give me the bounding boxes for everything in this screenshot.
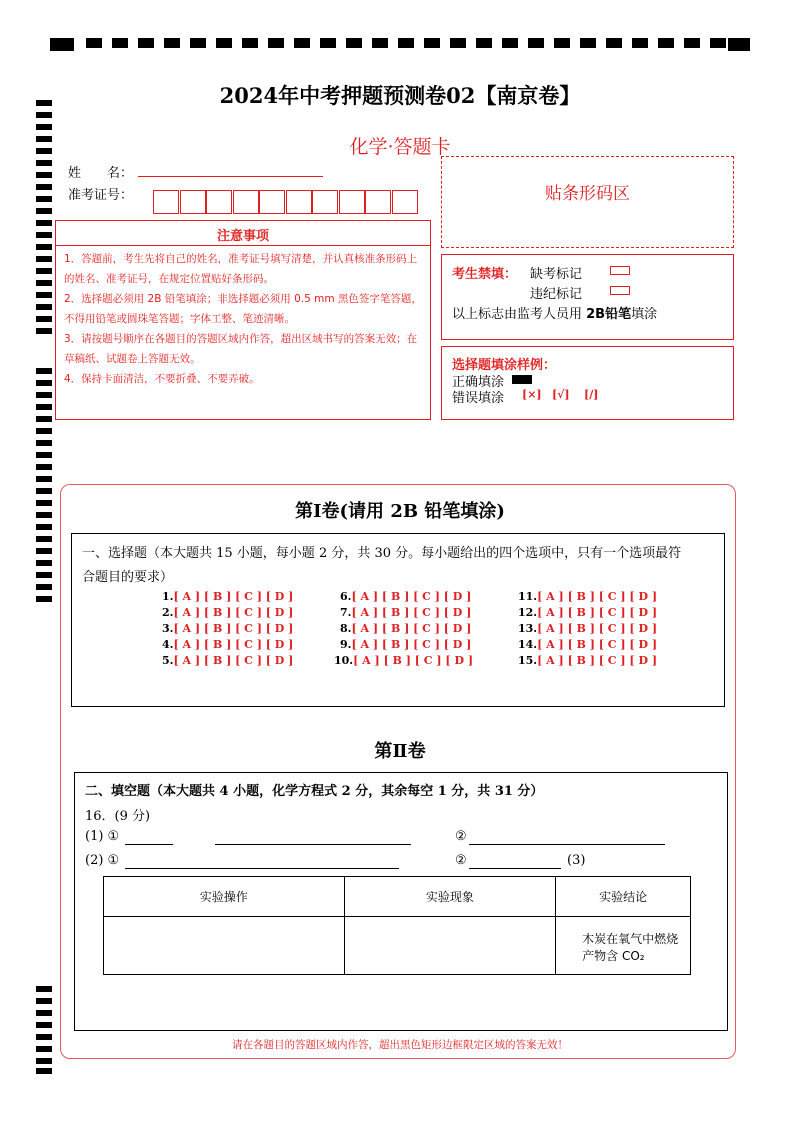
page-subtitle: 化学·答题卡 <box>349 136 451 158</box>
question-13[interactable]: 13.[ A ] [ B ] [ C ] [ D ] <box>518 622 658 635</box>
question-10[interactable]: 10.[ A ] [ B ] [ C ] [ D ] <box>334 654 474 667</box>
q16-part3-label: (3) <box>567 853 586 868</box>
part2-heading: 二、填空题（本大题共 4 小题，化学方程式 2 分，其余每空 1 分，共 31 分） <box>85 784 544 799</box>
question-15[interactable]: 15.[ A ] [ B ] [ C ] [ D ] <box>518 654 658 667</box>
id-label: 准考证号： <box>68 188 134 203</box>
name-field[interactable] <box>138 176 323 177</box>
question-9[interactable]: 9.[ A ] [ B ] [ C ] [ D ] <box>340 638 472 651</box>
part1-instructions-2: 合题目的要求） <box>82 570 174 585</box>
table-cell-operation[interactable] <box>104 917 345 975</box>
question-7[interactable]: 7.[ A ] [ B ] [ C ] [ D ] <box>340 606 472 619</box>
barcode-area <box>441 156 734 248</box>
question-6[interactable]: 6.[ A ] [ B ] [ C ] [ D ] <box>340 590 472 603</box>
q16-1-b-label: ② <box>455 829 467 844</box>
correct-label: 正确填涂 <box>452 375 505 390</box>
question-16-label: 16．(9 分) <box>85 809 151 824</box>
notice-item: 4．保持卡面清洁，不要折叠、不要弄破。 <box>64 373 260 385</box>
correct-fill-sample <box>512 375 532 384</box>
question-12[interactable]: 12.[ A ] [ B ] [ C ] [ D ] <box>518 606 658 619</box>
q16-1-blank-a[interactable] <box>125 844 173 845</box>
footer-warning: 请在各题目的答题区域内作答，超出黑色矩形边框限定区域的答案无效！ <box>232 1039 568 1051</box>
part1-instructions: 一、选择题（本大题共 15 小题，每小题 2 分，共 30 分。每小题给出的四个选项中，只有一个选项最符 <box>82 546 682 561</box>
absent-label: 缺考标记 <box>530 267 583 282</box>
notice-item: 1．答题前，考生先将自己的姓名，准考证号填写清楚，并认真核准条形码上的姓名、准考证号，在规定位置贴好条形码。 <box>64 253 418 285</box>
q16-2-blank-b[interactable] <box>469 868 561 869</box>
table-cell-phenomenon[interactable] <box>344 917 556 975</box>
question-11[interactable]: 11.[ A ] [ B ] [ C ] [ D ] <box>518 590 658 603</box>
question-4[interactable]: 4.[ A ] [ B ] [ C ] [ D ] <box>162 638 294 651</box>
q16-1-blank-b[interactable] <box>215 844 411 845</box>
wrong-mark-check: [√] <box>552 388 570 401</box>
q16-1-blank-c[interactable] <box>469 844 665 845</box>
part2-title: 第Ⅱ卷 <box>374 741 426 762</box>
table-header-conclusion: 实验结论 <box>556 877 691 917</box>
part1-title: 第Ⅰ卷(请用 2B 铅笔填涂) <box>295 501 505 522</box>
page-title: 2024年中考押题预测卷02【南京卷】 <box>219 83 581 108</box>
sample-heading: 选择题填涂样例： <box>452 358 557 373</box>
wrong-label: 错误填涂 <box>452 391 505 406</box>
experiment-table <box>103 876 691 975</box>
notice-item: 2．选择题必须用 2B 铅笔填涂；非选择题必须用 0.5 mm 黑色签字笔答题，不得用铅笔或圆珠笔答题；字体工整、笔迹清晰。 <box>64 293 422 325</box>
violation-mark-box[interactable] <box>610 286 630 295</box>
notice-heading: 注意事项 <box>56 221 430 246</box>
part1-box <box>71 533 725 707</box>
question-14[interactable]: 14.[ A ] [ B ] [ C ] [ D ] <box>518 638 658 651</box>
q16-2-blank-a[interactable] <box>125 868 399 869</box>
table-header-phenomenon: 实验现象 <box>344 877 556 917</box>
question-3[interactable]: 3.[ A ] [ B ] [ C ] [ D ] <box>162 622 294 635</box>
violation-label: 违纪标记 <box>530 287 583 302</box>
table-cell-conclusion: 木炭在氧气中燃烧产物含 CO₂ <box>556 917 691 975</box>
notice-item: 3．请按题号顺序在各题目的答题区域内作答，超出区域书写的答案无效；在草稿纸、试题卷上答题无效。 <box>64 333 418 365</box>
question-5[interactable]: 5.[ A ] [ B ] [ C ] [ D ] <box>162 654 294 667</box>
q16-part1-label: (1) ① <box>85 829 120 844</box>
sample-box <box>441 346 734 420</box>
forbidden-note: 以上标志由监考人员用 2B铅笔填涂 <box>452 307 658 322</box>
question-2[interactable]: 2.[ A ] [ B ] [ C ] [ D ] <box>162 606 294 619</box>
wrong-mark-slash: [/] <box>584 388 599 401</box>
absent-mark-box[interactable] <box>610 266 630 275</box>
table-header-operation: 实验操作 <box>104 877 345 917</box>
notice-box <box>55 220 431 420</box>
name-label: 姓 名： <box>68 166 134 181</box>
q16-part2-label: (2) ① <box>85 853 120 868</box>
wrong-mark-x: [×] <box>522 388 542 401</box>
part2-box <box>74 772 728 1031</box>
barcode-label: 贴条形码区 <box>545 184 630 204</box>
question-1[interactable]: 1.[ A ] [ B ] [ C ] [ D ] <box>162 590 294 603</box>
forbidden-label: 考生禁填： <box>452 267 518 282</box>
forbidden-box <box>441 254 734 340</box>
question-8[interactable]: 8.[ A ] [ B ] [ C ] [ D ] <box>340 622 472 635</box>
q16-2-b-label: ② <box>455 853 467 868</box>
